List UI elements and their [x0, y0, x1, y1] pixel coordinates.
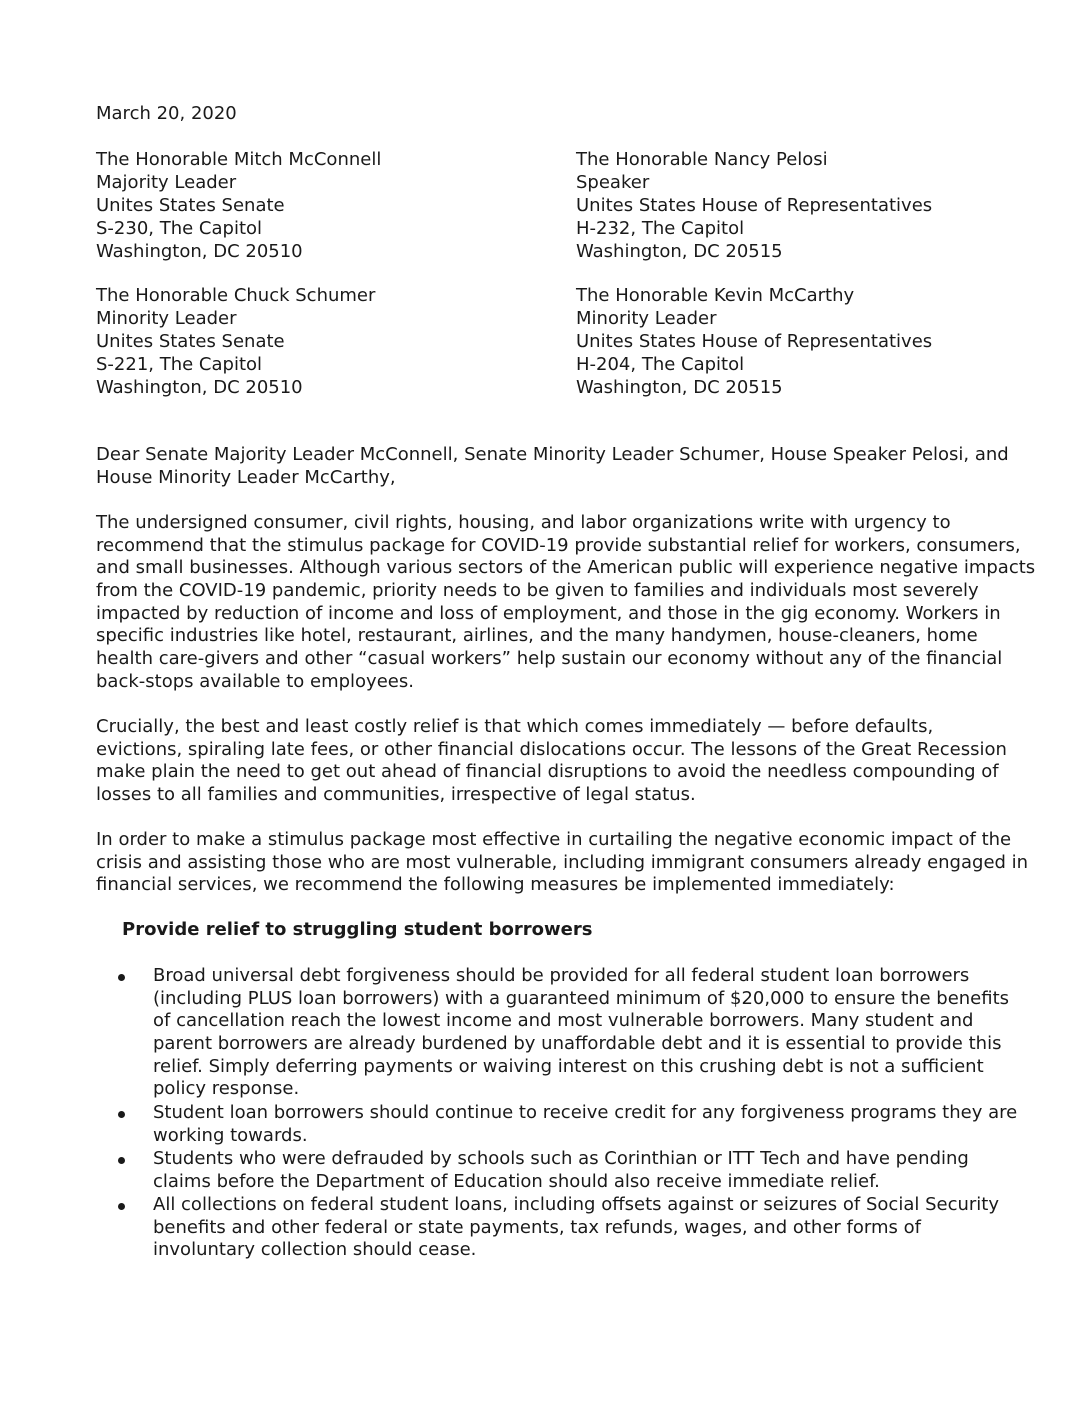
- paragraph-line: losses to all families and communities, irrespective of legal status.: [96, 784, 696, 806]
- addressee-line: Minority Leader: [576, 308, 717, 329]
- addressee-schumer: [96, 284, 375, 399]
- paragraph-line: evictions, spiraling late fees, or other financial dislocations occur. The lessons of the Great Recession: [96, 738, 1007, 760]
- addressee-line: Washington, DC 20510: [96, 241, 303, 262]
- addressee-line: Unites States House of Representatives: [576, 195, 933, 216]
- paragraph-line: and small businesses. Although various sectors of the American public will experience negative impacts: [96, 557, 1036, 579]
- addressee-line: Washington, DC 20515: [576, 377, 783, 398]
- addressee-line: The Honorable Mitch McConnell: [96, 149, 382, 170]
- addressee-line: S-230, The Capitol: [96, 218, 263, 239]
- bullet-line: Student loan borrowers should continue to receive credit for any forgiveness programs they are: [153, 1102, 1018, 1123]
- addressee-line: H-204, The Capitol: [576, 354, 745, 375]
- bullet-line: of cancellation reach the lowest income and most vulnerable borrowers. Many student and: [153, 1010, 974, 1032]
- bullet-line: benefits and other federal or state payments, tax refunds, wages, and other forms of: [153, 1216, 921, 1238]
- addressee-line: The Honorable Nancy Pelosi: [576, 149, 828, 170]
- paragraph-line: recommend that the stimulus package for COVID-19 provide substantial relief for workers, consumers,: [96, 534, 1021, 556]
- paragraph-line: back-stops available to employees.: [96, 670, 414, 692]
- paragraph-line: In order to make a stimulus package most effective in curtailing the negative economic impact of the: [96, 829, 1012, 850]
- addressee-line: Speaker: [576, 172, 650, 193]
- bullet-line: All collections on federal student loans, including offsets against or seizures of Social Security: [153, 1194, 999, 1215]
- paragraph-recommendations: [96, 829, 1029, 897]
- bullet-line: relief. Simply deferring payments or waiving interest on this crushing debt is not a sufficient: [153, 1055, 984, 1077]
- addressee-line: The Honorable Chuck Schumer: [96, 285, 376, 306]
- addressee-line: Washington, DC 20515: [576, 241, 783, 262]
- addressee-line: H-232, The Capitol: [576, 218, 745, 239]
- bullet-line: working towards.: [153, 1124, 308, 1146]
- bullet-line: (including PLUS loan borrowers) with a guaranteed minimum of $20,000 to ensure the benefits: [153, 987, 1010, 1009]
- bullet-icon: [118, 1111, 125, 1118]
- list-item: [0, 1148, 1088, 1194]
- addressee-line: Majority Leader: [96, 172, 237, 193]
- list-item: [0, 1194, 1088, 1263]
- bullet-icon: [118, 974, 125, 981]
- addressee-line: Washington, DC 20510: [96, 377, 303, 398]
- bullet-icon: [118, 1157, 125, 1164]
- paragraph-intro: [96, 512, 1036, 694]
- bullet-line: policy response.: [153, 1078, 300, 1100]
- paragraph-line: from the COVID-19 pandemic, priority needs to be given to families and individuals most severely: [96, 580, 979, 602]
- addressee-line: The Honorable Kevin McCarthy: [576, 285, 855, 306]
- salutation: [96, 444, 1009, 489]
- paragraph-line: specific industries like hotel, restaurant, airlines, and the many handymen, house-cleaners, home: [96, 625, 978, 647]
- paragraph-line: health care-givers and other “casual workers” help sustain our economy without any of the financial: [96, 648, 1003, 670]
- addressee-line: Unites States Senate: [96, 195, 285, 216]
- bullet-line: claims before the Department of Education should also receive immediate relief.: [153, 1170, 880, 1192]
- paragraph-line: make plain the need to get out ahead of financial disruptions to avoid the needless compounding of: [96, 761, 999, 783]
- salutation-line: Dear Senate Majority Leader McConnell, Senate Minority Leader Schumer, House Speaker Pelosi, and: [96, 444, 1009, 465]
- list-item: [0, 965, 1088, 1102]
- addressee-mccarthy: [576, 284, 932, 399]
- list-item: [0, 1102, 1088, 1148]
- addressee-line: Unites States House of Representatives: [576, 331, 933, 352]
- addressee-line: S-221, The Capitol: [96, 354, 263, 375]
- letter-date: March 20, 2020: [96, 103, 237, 124]
- addressee-line: Minority Leader: [96, 308, 237, 329]
- section-heading: Provide relief to struggling student borrowers: [122, 919, 593, 940]
- bullet-line: involuntary collection should cease.: [153, 1239, 477, 1261]
- addressee-pelosi: [576, 148, 932, 263]
- bullet-list: [0, 965, 1088, 1263]
- bullet-line: Students who were defrauded by schools such as Corinthian or ITT Tech and have pending: [153, 1148, 969, 1169]
- bullet-icon: [118, 1203, 125, 1210]
- paragraph-relief: [96, 716, 1007, 807]
- bullet-line: parent borrowers are already burdened by unaffordable debt and it is essential to provide this: [153, 1033, 1002, 1055]
- paragraph-line: crisis and assisting those who are most vulnerable, including immigrant consumers already engaged in: [96, 851, 1029, 873]
- paragraph-line: The undersigned consumer, civil rights, housing, and labor organizations write with urgency to: [96, 512, 951, 533]
- salutation-line: House Minority Leader McCarthy,: [96, 466, 396, 488]
- paragraph-line: impacted by reduction of income and loss of employment, and those in the gig economy. Workers in: [96, 602, 1001, 624]
- paragraph-line: financial services, we recommend the following measures be implemented immediately:: [96, 874, 895, 896]
- addressee-line: Unites States Senate: [96, 331, 285, 352]
- addressee-mcconnell: [96, 148, 381, 263]
- bullet-line: Broad universal debt forgiveness should be provided for all federal student loan borrowers: [153, 965, 970, 986]
- paragraph-line: Crucially, the best and least costly relief is that which comes immediately — before defaults,: [96, 716, 934, 737]
